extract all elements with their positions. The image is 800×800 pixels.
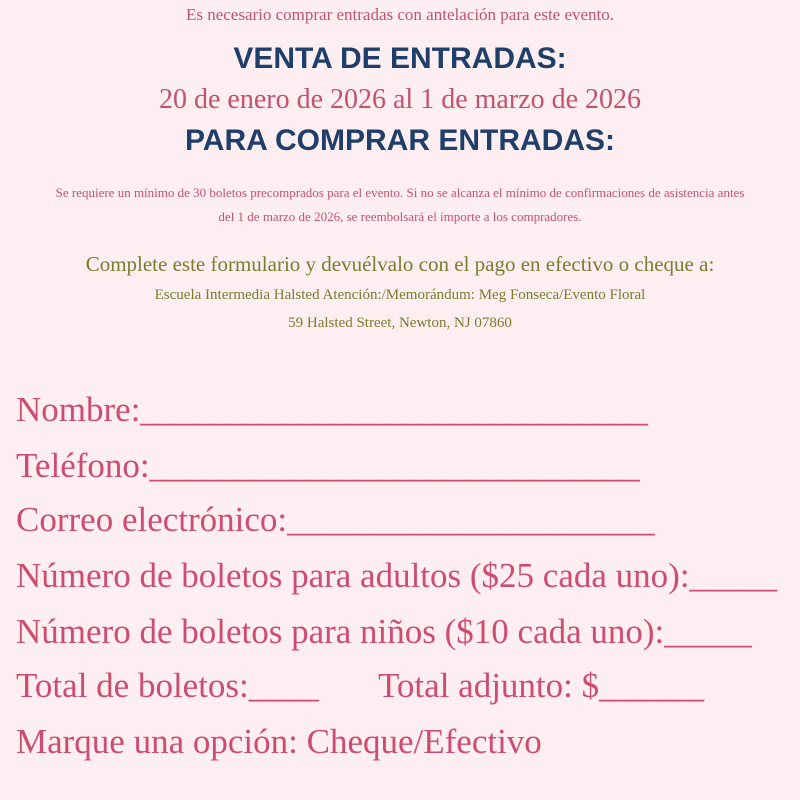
total-enclosed-field[interactable]: Total adjunto: $______ [378, 666, 705, 705]
advance-purchase-notice: Es necesario comprar entradas con antelación para este evento. [185, 5, 615, 24]
phone-field[interactable]: Teléfono:____________________________ [16, 446, 640, 485]
email-field[interactable]: Correo electrónico:_____________________ [16, 500, 655, 539]
adult-tickets-field[interactable]: Número de boletos para adultos ($25 cada uno):_____ [16, 556, 778, 595]
mailing-address-line-1: Escuela Intermedia Halsted Atención:/Memorándum: Meg Fonseca/Evento Floral [154, 287, 646, 303]
how-to-buy-heading: PARA COMPRAR ENTRADAS: [185, 124, 615, 157]
payment-option-field[interactable]: Marque una opción: Cheque/Efectivo [16, 722, 542, 761]
total-tickets-field[interactable]: Total de boletos:____ [16, 666, 319, 705]
ticket-sale-heading: VENTA DE ENTRADAS: [233, 42, 567, 75]
form-return-instructions: Complete este formulario y devuélvalo con el pago en efectivo o cheque a: [85, 252, 715, 276]
mailing-address-line-2: 59 Halsted Street, Newton, NJ 07860 [288, 315, 512, 331]
ticket-sale-dates: 20 de enero de 2026 al 1 de marzo de 2026 [158, 84, 642, 115]
minimum-requirement-line-1: Se requiere un mínimo de 30 boletos precomprados para el evento. Si no se alcanza el mínimo de confirmaciones de asistencia antes [55, 185, 745, 200]
minimum-requirement-line-2: del 1 de marzo de 2026, se reembolsará el importe a los compradores. [218, 209, 582, 224]
child-tickets-field[interactable]: Número de boletos para niños ($10 cada uno):_____ [16, 612, 752, 651]
name-field[interactable]: Nombre:_____________________________ [16, 390, 648, 429]
